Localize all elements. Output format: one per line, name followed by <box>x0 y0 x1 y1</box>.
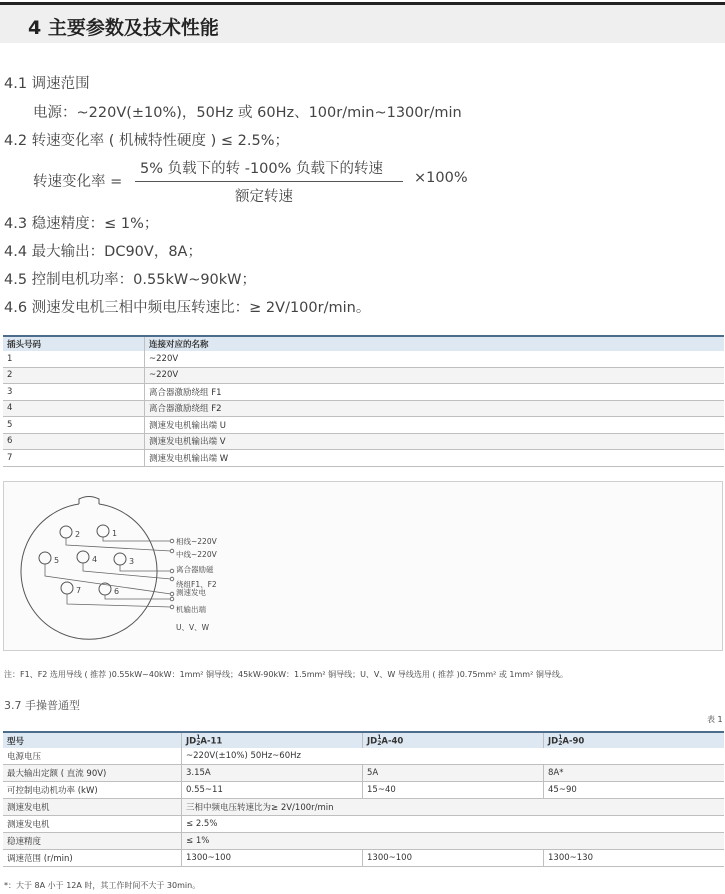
row-value: ≤ 2.5% <box>182 816 725 833</box>
formula-lhs: 转速变化率 = <box>33 174 123 190</box>
row-label: 电源电压 <box>3 748 182 765</box>
section-heading: 4 主要参数及技术性能 <box>28 17 219 39</box>
pin-label: 1 <box>112 529 118 538</box>
header-model-90: JD 1 2 A-90 <box>544 732 725 748</box>
formula-rhs: ×100% <box>414 170 468 186</box>
formula-denominator: 额定转速 <box>235 189 293 205</box>
table-row <box>3 782 724 799</box>
param-4-6: 4.6 测速发电机三相中频电压转速比：≥ 2V/100r/min。 <box>4 300 371 316</box>
formula-numerator: 5% 负载下的转 -100% 负载下的转速 <box>140 161 384 177</box>
table-row <box>3 748 724 765</box>
pin-3 <box>114 553 134 566</box>
pin-name: 测速发电机输出端 U <box>145 417 725 434</box>
param-4-1-title: 4.1 调速范围 <box>4 76 90 92</box>
table-row <box>3 833 724 850</box>
param-4-1-detail: 电源：~220V(±10%)，50Hz 或 60Hz、100r/min~1300r/min <box>33 105 462 121</box>
pin-2 <box>60 526 80 539</box>
row-label: 测速发电机 <box>3 799 182 816</box>
pin-number: 5 <box>3 417 145 434</box>
pin-connection-table <box>3 335 724 467</box>
row-value: 1300~100 <box>363 850 544 867</box>
row-value: 1300~100 <box>182 850 363 867</box>
row-value: 5A <box>363 765 544 782</box>
param-4-5: 4.5 控制电机功率：0.55kW~90kW； <box>4 272 257 288</box>
model-suffix: A-11 <box>200 736 223 746</box>
row-value: 8A* <box>544 765 725 782</box>
table-row <box>3 417 724 434</box>
wire-label-clutch: 离合器励磁 <box>176 565 214 574</box>
model-sup: 1 <box>196 733 201 741</box>
table-row <box>3 351 724 367</box>
connector-diagram <box>3 481 723 651</box>
pin-label: 2 <box>75 530 81 539</box>
pin-label: 6 <box>114 587 120 596</box>
row-value: 45~90 <box>544 782 725 799</box>
wire-label-tach: 测速发电 <box>176 588 206 597</box>
pin-number: 2 <box>3 367 145 384</box>
model-sub: 2 <box>196 739 201 747</box>
row-value: 0.55~11 <box>182 782 363 799</box>
pin-number: 3 <box>3 384 145 401</box>
row-value: 3.15A <box>182 765 363 782</box>
param-4-4: 4.4 最大输出：DC90V，8A； <box>4 244 202 260</box>
pin-1 <box>97 525 117 538</box>
table-row <box>3 450 724 467</box>
pin-name: 测速发电机输出端 W <box>145 450 725 467</box>
formula-fraction-bar <box>135 181 403 182</box>
connector-key-notch <box>79 497 99 505</box>
table-header-row <box>3 732 724 748</box>
table-row <box>3 384 724 401</box>
table-row <box>3 433 724 450</box>
pin-number: 6 <box>3 433 145 450</box>
header-model-40: JD 1 2 A-40 <box>363 732 544 748</box>
header-model-11: JD 1 2 A-11 <box>182 732 363 748</box>
wire-terminals <box>170 539 174 609</box>
pin-4 <box>77 551 97 564</box>
footnote: *：大于 8A 小于 12A 时，其工作时间不大于 30min。 <box>4 881 201 890</box>
pin-label: 5 <box>54 556 60 565</box>
table-label: 表 1 <box>707 715 723 724</box>
table-row <box>3 799 724 816</box>
row-label: 最大输出定额 ( 直流 90V) <box>3 765 182 782</box>
wire-note: 注：F1、F2 选用导线 ( 推荐 )0.55kW~40kW：1mm² 铜导线；45kW-90kW：1.5mm² 铜导线；U、V、W 导线选用 ( 推荐 )0.75mm² 或 1mm² 铜导线。 <box>4 670 568 679</box>
pin-number: 1 <box>3 351 145 367</box>
header-connection-name: 连接对应的名称 <box>145 336 725 351</box>
table-header-row <box>3 336 724 351</box>
row-value: 1300~130 <box>544 850 725 867</box>
pin-name: 离合器激励绕组 F2 <box>145 400 725 417</box>
row-label: 稳速精度 <box>3 833 182 850</box>
wire-label-uvw: U、V、W <box>176 623 210 632</box>
pin-number: 4 <box>3 400 145 417</box>
section-3-7-title: 3.7 手操普通型 <box>4 699 80 712</box>
header-model: 型号 <box>3 732 182 748</box>
param-4-3: 4.3 稳速精度：≤ 1%； <box>4 216 159 232</box>
param-4-2-title: 4.2 转速变化率 ( 机械特性硬度 ) ≤ 2.5%； <box>4 133 290 149</box>
pin-label: 4 <box>92 555 98 564</box>
pin-name: ~220V <box>145 367 725 384</box>
row-label: 可控制电动机功率 (kW) <box>3 782 182 799</box>
row-value: 三相中频电压转速比为≥ 2V/100r/min <box>182 799 725 816</box>
row-value: 15~40 <box>363 782 544 799</box>
table-row <box>3 765 724 782</box>
pin-label: 7 <box>76 586 82 595</box>
pin-name: 测速发电机输出端 V <box>145 433 725 450</box>
header-pin-number: 插头号码 <box>3 336 145 351</box>
pin-name: ~220V <box>145 351 725 367</box>
pin-name: 离合器激励绕组 F1 <box>145 384 725 401</box>
wire-label-neutral: 中线~220V <box>176 550 217 559</box>
table-row <box>3 850 724 867</box>
table-row <box>3 367 724 384</box>
row-value: ≤ 1% <box>182 833 725 850</box>
row-value: ~220V(±10%) 50Hz~60Hz <box>182 748 725 765</box>
wire-label-output: 机输出端 <box>176 605 206 614</box>
row-label: 测速发电机 <box>3 816 182 833</box>
pin-7 <box>61 582 81 595</box>
pin-label: 3 <box>129 557 135 566</box>
pin-number: 7 <box>3 450 145 467</box>
row-label: 调速范围 (r/min) <box>3 850 182 867</box>
pin-5 <box>39 552 59 565</box>
table-row <box>3 816 724 833</box>
wire-label-winding: 绕组F1、F2 <box>176 580 217 589</box>
table-row <box>3 400 724 417</box>
wire-label-live: 相线~220V <box>176 537 217 546</box>
model-spec-table <box>3 731 724 867</box>
